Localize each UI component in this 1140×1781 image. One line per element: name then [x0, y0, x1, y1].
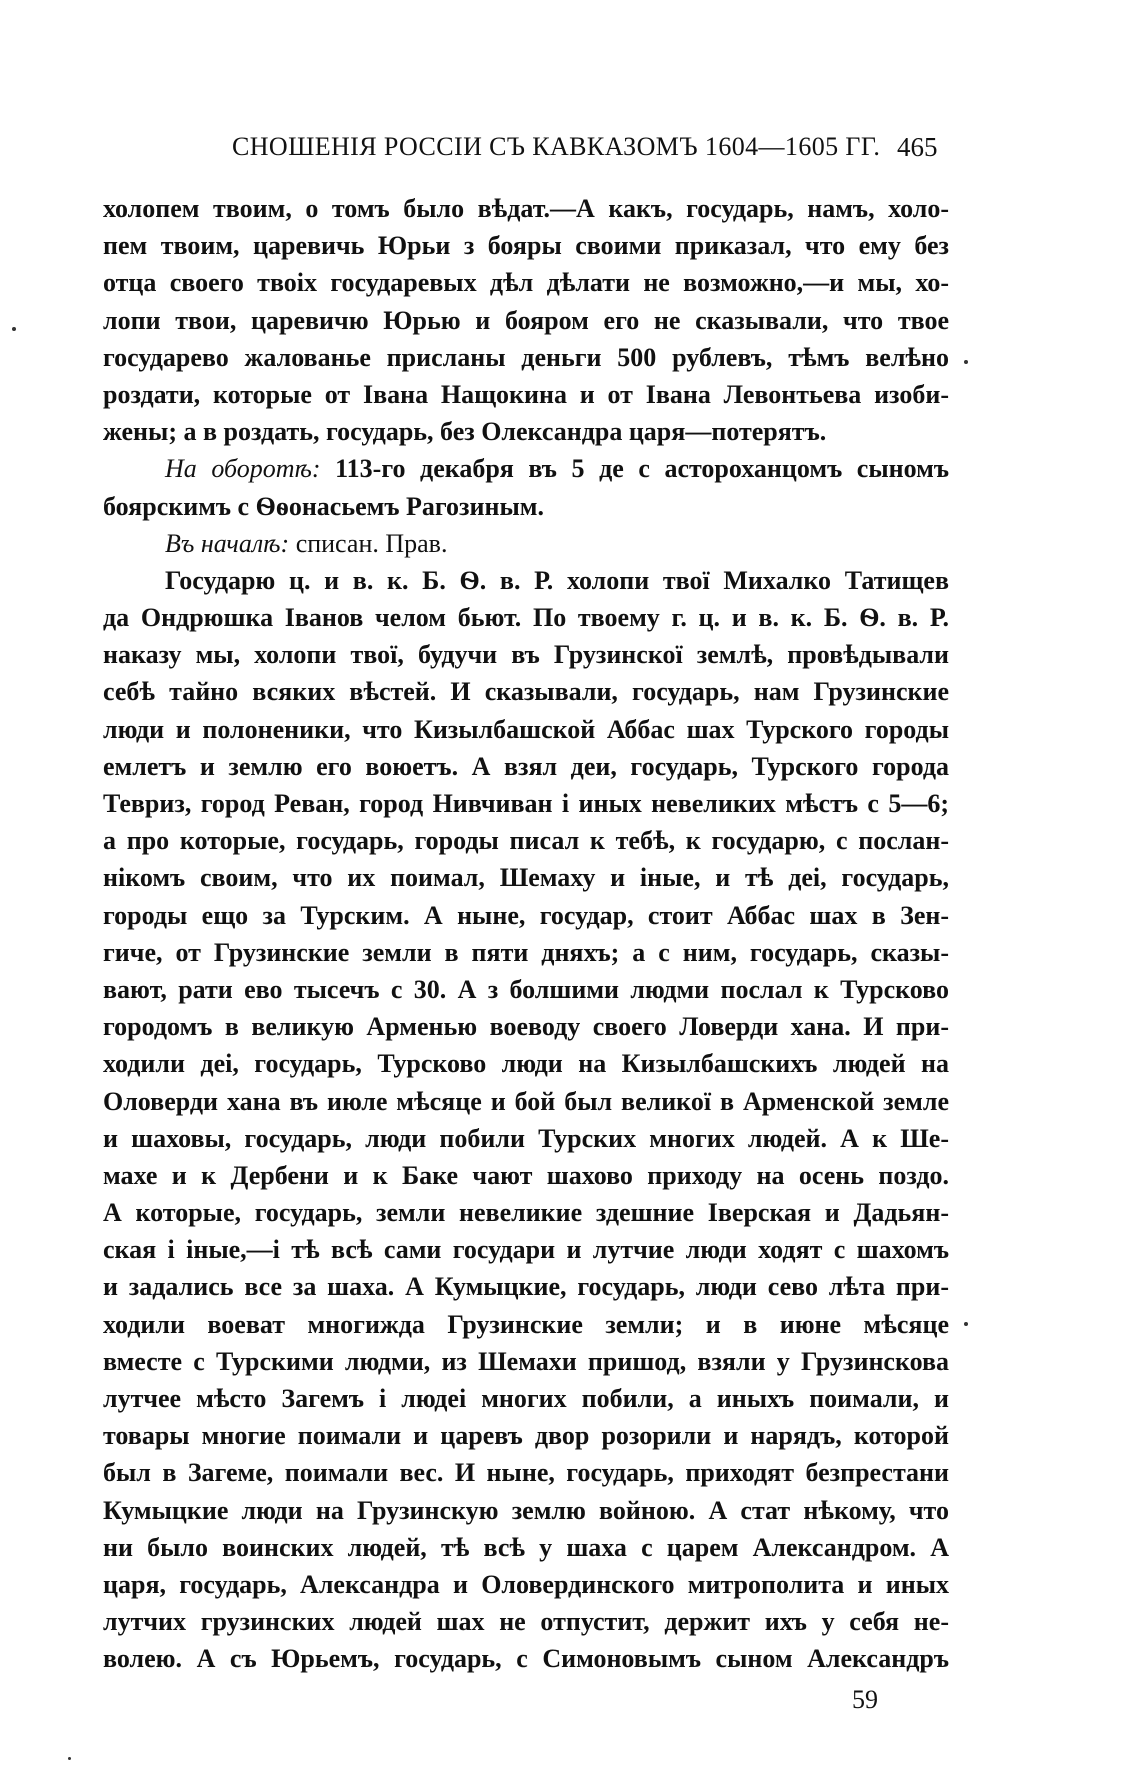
scan-speck [12, 327, 16, 331]
text-line: городы ещо за Турским. А ныне, государ, стоит Аббас шах в Зен- [103, 900, 949, 930]
text-line: ни было воинских людей, тѣ всѣ у шаха с царем Александром. А [103, 1532, 949, 1562]
text-line: роздати, которые от Івана Нащокина и от Івана Левонтьева изоби- [103, 379, 949, 409]
start-note-label: Въ началѣ: [165, 528, 290, 558]
text-line: холопем твоим, о томъ было вѣдат.—А какъ, государь, намъ, холо- [103, 194, 949, 223]
text-line: лутчих грузинских людей шах не отпустит, держит ихъ у себя не- [103, 1607, 949, 1637]
text-line: и шаховы, государь, люди побили Турских многих людей. А к Ше- [103, 1123, 949, 1153]
text-line: себѣ тайно всяких вѣстей. И сказывали, государь, нам Грузинские [103, 677, 949, 707]
text-line: люди и полоненики, что Кизылбашской Аббас шах Турского городы [103, 714, 949, 744]
body-text [103, 190, 949, 1678]
text-line: ская і іные,—і тѣ всѣ сами государи и лутчие люди ходят с шахомъ [103, 1235, 949, 1265]
text-line: Кумыцкие люди на Грузинскую землю войною. А стат нѣкому, что [103, 1495, 949, 1525]
text-line: царя, государь, Александра и Оловердинского митрополита и иных [103, 1569, 949, 1599]
text-line: да Ондрюшка Іванов челом бьют. По твоему г. ц. и в. к. Б. Ѳ. в. Р. [103, 603, 949, 633]
text-line: ходили деі, государь, Турсково люди на Кизылбашскихъ людей на [103, 1049, 949, 1079]
text-line: нікомъ своим, что их поимал, Шемаху и іные, и тѣ деі, государь, [103, 863, 949, 893]
text-line: лопи твои, царевичю Юрью и бояром его не сказывали, что твое [103, 305, 949, 335]
text-line: А которые, государь, земли невеликие здешние Іверская и Дадьян- [103, 1198, 949, 1228]
start-note-text: списан. Прав. [295, 528, 448, 558]
reverse-note-label: На оборотѣ: [165, 454, 321, 484]
text-line: городомъ в великую Арменью воеводу своего Ловерди хана. И при- [103, 1012, 949, 1042]
text-line: махе и к Дербени и к Баке чают шахово приходу на осень поздо. [103, 1160, 949, 1190]
text-line: вают, рати ево тысечъ с 30. А з болшими людми послал к Турсково [103, 974, 949, 1004]
text-line: Оловерди хана въ июле мѣсяце и бой был великої в Арменской земле [103, 1086, 949, 1116]
text-line: государево жалованье присланы деньги 500 рублевъ, тѣмъ велѣно [103, 342, 949, 372]
text-line: был в Загеме, поимали вес. И ныне, государь, приходят безпрестани [103, 1458, 949, 1488]
reverse-note-text: 113-го декабря въ 5 де с астороханцомъ сыномъ [335, 454, 949, 484]
start-note-line [103, 525, 949, 562]
text-line: наказу мы, холопи твої, будучи въ Грузинскої землѣ, провѣдывали [103, 640, 949, 670]
scan-speck [964, 360, 968, 364]
text-line: и задались все за шаха. А Кумыцкие, государь, люди сево лѣта при- [103, 1272, 949, 1302]
text-line: Тевриз, город Реван, город Нивчиван і иных невеликих мѣстъ с 5—6; [103, 789, 949, 818]
text-line: лутчее мѣсто Загемъ і людеі многих побили, а иныхъ поимали, и [103, 1384, 949, 1413]
page-number: 465 [897, 132, 938, 162]
scan-speck [964, 1322, 968, 1326]
text-line: товары многие поимали и царевъ двор розорили и нарядъ, которой [103, 1421, 949, 1451]
text-line: а про которые, государь, городы писал к тебѣ, к государю, с послан- [103, 826, 949, 856]
signature-mark: 59 [852, 1685, 878, 1714]
text-line: жены; а в роздать, государь, без Олександра царя—потерятъ. [103, 417, 827, 447]
text-line: отца своего твоіх государевых дѣл дѣлати не возможно,—и мы, хо- [103, 268, 949, 298]
reverse-note-line [103, 450, 949, 487]
text-line: пем твоим, царевичь Юрьи з бояры своими приказал, что ему без [103, 231, 949, 261]
scan-speck [68, 1757, 71, 1760]
running-head [232, 132, 938, 172]
text-line: Государю ц. и в. к. Б. Ѳ. в. Р. холопи твої Михалко Татищев [165, 565, 949, 595]
text-line: ходили воеват многижда Грузинские земли; и в июне мѣсяце [103, 1309, 949, 1339]
text-line: волею. А съ Юрьемъ, государь, с Симоновымъ сыном Александръ [103, 1644, 949, 1674]
text-line: вместе с Турскими людми, из Шемахи пришод, взяли у Грузинскова [103, 1346, 949, 1376]
reverse-note-line: боярскимъ с Ѳѳонасьемъ Рагозиным. [103, 491, 544, 521]
text-line: емлетъ и землю его воюетъ. А взял деи, государь, Турского города [103, 751, 949, 781]
running-title: СНОШЕНІЯ РОССІИ СЪ КАВКАЗОМЪ 1604—1605 ГГ. [232, 132, 881, 161]
text-line: гиче, от Грузинские земли в пяти дняхъ; а с ним, государь, сказы- [103, 937, 949, 967]
